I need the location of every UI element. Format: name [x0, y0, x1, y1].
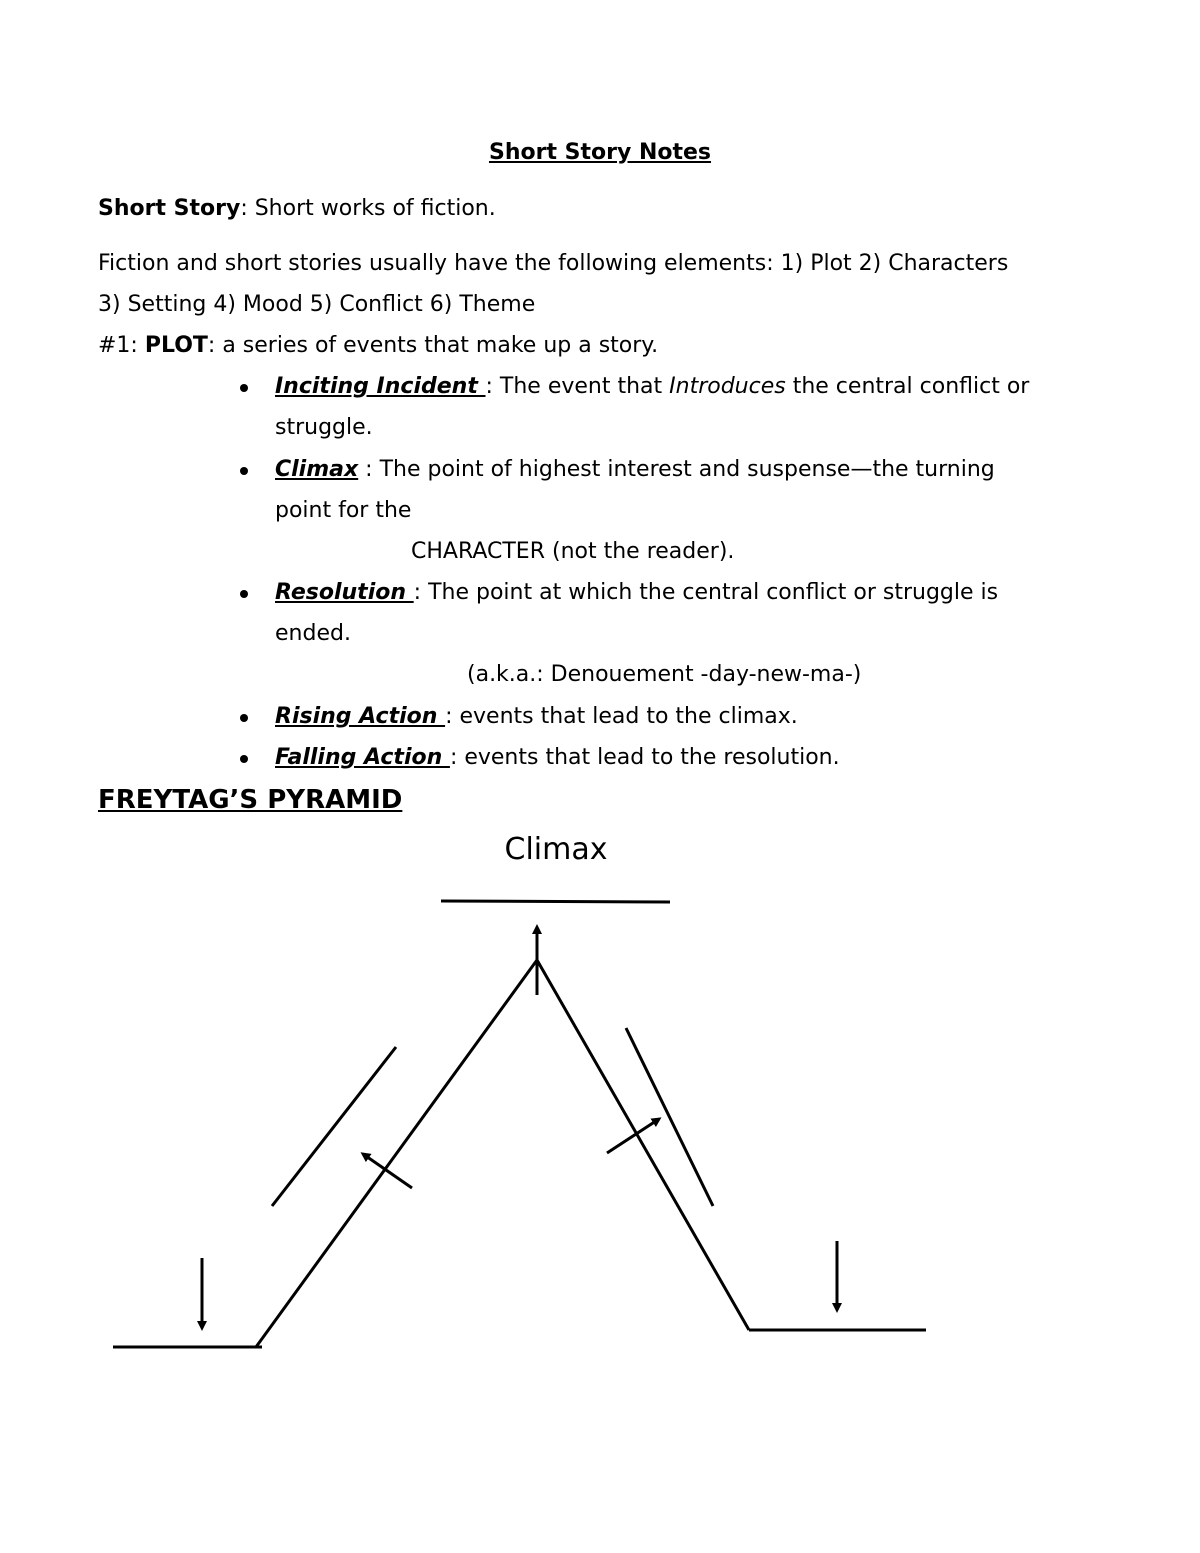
- inciting-cont: struggle.: [275, 415, 373, 440]
- climax-cont: point for the: [275, 498, 412, 523]
- page-title: Short Story Notes: [488, 140, 712, 165]
- falling-action-line: [537, 960, 749, 1330]
- plot-term: PLOT: [144, 333, 208, 358]
- climax-cont2: CHARACTER (not the reader).: [411, 539, 735, 564]
- plot-text: : a series of events that make up a story.: [207, 333, 659, 358]
- elements-intro-line1: Fiction and short stories usually have the following elements: 1) Plot 2) Characters: [98, 251, 1009, 276]
- resolution-text: : The point at which the central conflict or struggle is: [413, 580, 999, 605]
- climax-blank-line: [441, 901, 670, 902]
- falling-action-blank-line: [626, 1028, 713, 1206]
- resolution-aka: (a.k.a.: Denouement -day-new-ma-): [467, 662, 862, 687]
- inciting-pre: : The event that: [485, 374, 670, 399]
- freytag-heading: FREYTAG’S PYRAMID: [98, 785, 403, 815]
- falling-term: Falling Action: [275, 745, 450, 770]
- resolution-cont: ended.: [275, 621, 351, 646]
- inciting-post: the central conflict or: [785, 374, 1030, 399]
- climax-text: : The point of highest interest and suspense—the turning: [358, 457, 995, 482]
- elements-intro-line2: 3) Setting 4) Mood 5) Conflict 6) Theme: [98, 292, 536, 317]
- rising-term: Rising Action: [275, 704, 446, 729]
- pyramid-climax-label: Climax: [504, 832, 608, 867]
- falling-action-arrow: [607, 1119, 659, 1153]
- rising-action-arrow: [363, 1154, 412, 1188]
- rising-text: : events that lead to the climax.: [445, 704, 798, 729]
- inciting-term: Inciting Incident: [275, 374, 486, 399]
- falling-text: : events that lead to the resolution.: [449, 745, 840, 770]
- plot-number: #1:: [98, 333, 145, 358]
- resolution-term: Resolution: [275, 580, 414, 605]
- inciting-emph: Introduces: [669, 374, 786, 399]
- definition-term: Short Story: [98, 196, 241, 221]
- definition-text: : Short works of fiction.: [240, 196, 496, 221]
- climax-term: Climax: [275, 457, 359, 482]
- rising-action-line: [256, 960, 537, 1347]
